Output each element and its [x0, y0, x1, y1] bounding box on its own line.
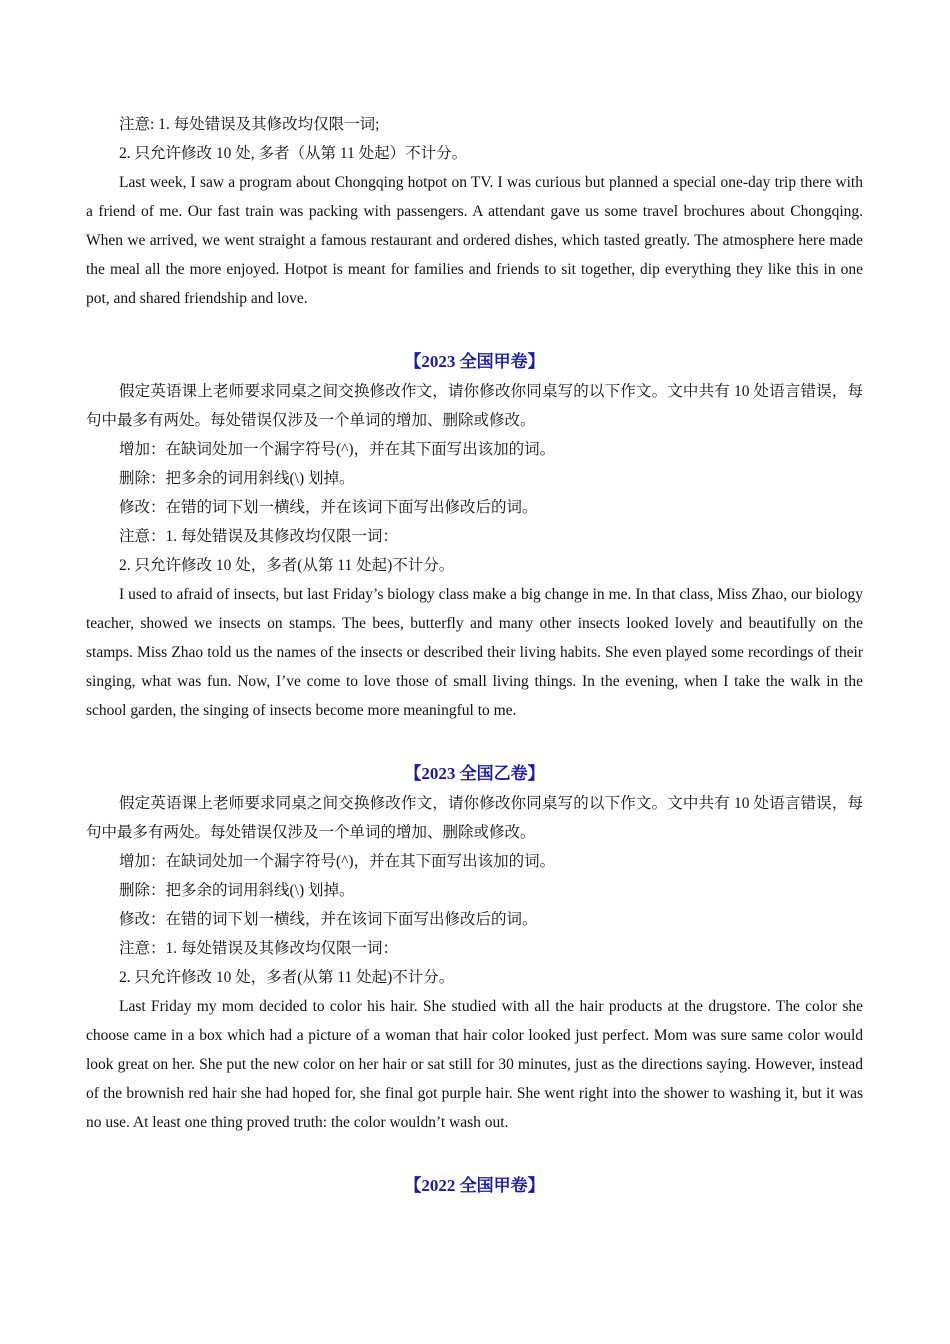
document-page: [86, 110, 863, 1201]
instruction-modify: 修改：在错的词下划一横线，并在该词下面写出修改后的词。: [119, 911, 538, 928]
section-heading: 【2023 全国甲卷】: [404, 352, 545, 371]
instruction-add: 增加：在缺词处加一个漏字符号(^)，并在其下面写出该加的词。: [119, 441, 556, 458]
section-2023-yi: [86, 759, 863, 1137]
note-line-2: 2. 只允许修改 10 处，多者(从第 11 处起)不计分。: [119, 969, 455, 986]
section-2023-jia: [86, 347, 863, 725]
note-line-1: 注意：1. 每处错误及其修改均仅限一词：: [119, 940, 399, 957]
note-line-2: 2. 只允许修改 10 处, 多者（从第 11 处起）不计分。: [119, 145, 468, 162]
section-heading: 【2022 全国甲卷】: [404, 1176, 545, 1195]
instruction-intro: 假定英语课上老师要求同桌之间交换修改作文，请你修改你同桌写的以下作文。文中共有 10 处语言错误，每句中最多有两处。每处错误仅涉及一个单词的增加、删除或修改。: [86, 383, 863, 429]
instruction-add: 增加：在缺词处加一个漏字符号(^)，并在其下面写出该加的词。: [119, 853, 556, 870]
note-line-2: 2. 只允许修改 10 处，多者(从第 11 处起)不计分。: [119, 557, 455, 574]
section-heading: 【2023 全国乙卷】: [404, 764, 545, 783]
passage-insects: I used to afraid of insects, but last Friday’s biology class make a big change in me. In that class, Miss Zhao, our biology teacher, showed we insects on stamps. The bees, butterfly and many other insects looked lovely and beautifully on the stamps. Miss Zhao told us the names of the insects or described their living habits. She even played some recordings of their singing, what was fun. Now, I’ve come to love those of small living things. In the evening, when I take the walk in the school garden, the singing of insects become more meaningful to me.: [86, 586, 863, 719]
instruction-intro: 假定英语课上老师要求同桌之间交换修改作文，请你修改你同桌写的以下作文。文中共有 10 处语言错误，每句中最多有两处。每处错误仅涉及一个单词的增加、删除或修改。: [86, 795, 863, 841]
note-line-1: 注意：1. 每处错误及其修改均仅限一词：: [119, 528, 399, 545]
instruction-delete: 删除：把多余的词用斜线(\) 划掉。: [119, 882, 355, 899]
instruction-modify: 修改：在错的词下划一横线，并在该词下面写出修改后的词。: [119, 499, 538, 516]
passage-hair-color: Last Friday my mom decided to color his hair. She studied with all the hair products at the drugstore. The color she choose came in a box which had a picture of a woman that hair color looked just perfect. Mom was sure same color would look great on her. She put the new color on her hair or sat still for 30 minutes, just as the directions saying. However, instead of the brownish red hair she had hoped for, she final got purple hair. She went right into the shower to washing it, but it was no use. At least one thing proved truth: the color wouldn’t wash out.: [86, 998, 863, 1131]
section-2022-jia: [86, 1171, 863, 1201]
instruction-delete: 删除：把多余的词用斜线(\) 划掉。: [119, 470, 355, 487]
note-line-1: 注意: 1. 每处错误及其修改均仅限一词;: [119, 116, 380, 133]
section-2023-continued: [86, 110, 863, 313]
passage-hotpot: Last week, I saw a program about Chongqing hotpot on TV. I was curious but planned a special one-day trip there with a friend of me. Our fast train was packing with passengers. A attendant gave us some travel brochures about Chongqing. When we arrived, we went straight a famous restaurant and ordered dishes, which tasted greatly. The atmosphere here made the meal all the more enjoyed. Hotpot is meant for families and friends to sit together, dip everything they like this in one pot, and shared friendship and love.: [86, 174, 863, 307]
